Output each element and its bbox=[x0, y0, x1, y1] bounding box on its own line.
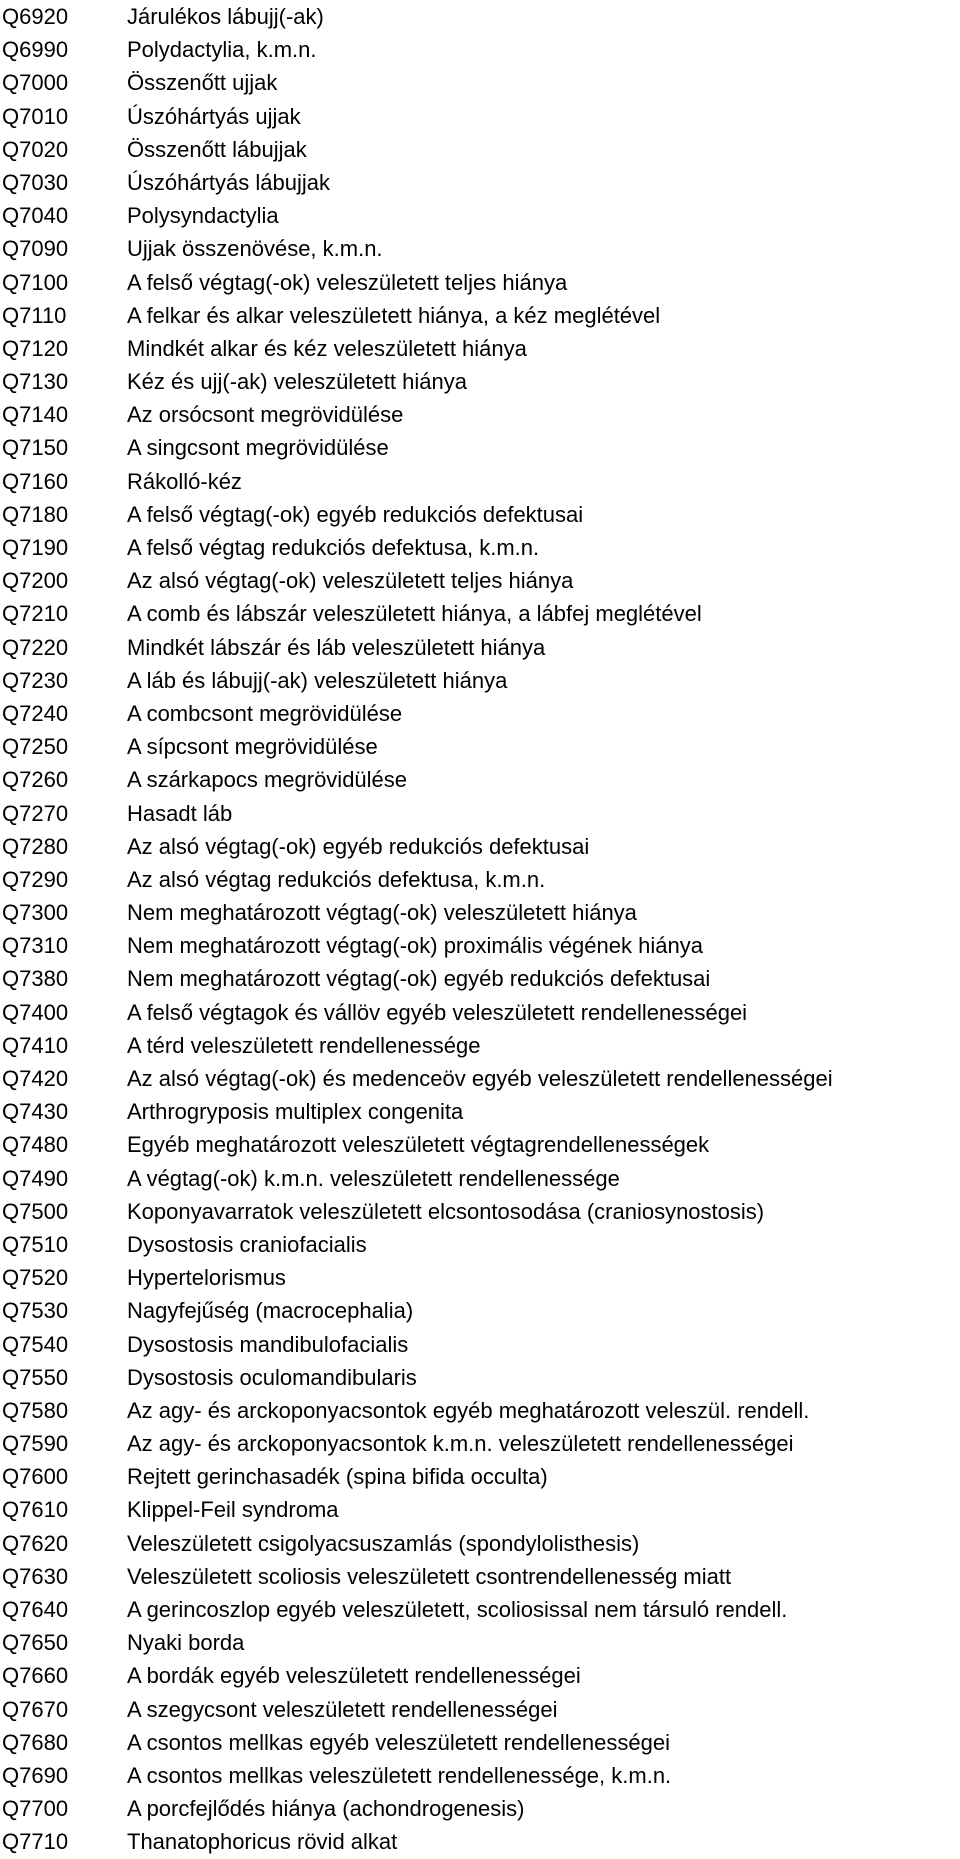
diagnosis-description: Dysostosis mandibulofacialis bbox=[127, 1331, 409, 1357]
diagnosis-description: Dysostosis oculomandibularis bbox=[127, 1364, 417, 1390]
list-item bbox=[0, 1162, 960, 1195]
diagnosis-code: Q7630 bbox=[2, 1563, 69, 1589]
list-item bbox=[0, 697, 960, 730]
list-item bbox=[0, 66, 960, 99]
diagnosis-description: Úszóhártyás ujjak bbox=[127, 103, 301, 129]
diagnosis-description: Mindkét alkar és kéz veleszületett hiánya bbox=[127, 335, 527, 361]
diagnosis-code: Q7400 bbox=[2, 999, 69, 1025]
list-item bbox=[0, 1261, 960, 1294]
diagnosis-code: Q7300 bbox=[2, 900, 69, 926]
diagnosis-code: Q7100 bbox=[2, 269, 69, 295]
diagnosis-code: Q7430 bbox=[2, 1099, 69, 1125]
diagnosis-description: A csontos mellkas egyéb veleszületett rendellenességei bbox=[127, 1729, 670, 1755]
diagnosis-description: Úszóhártyás lábujjak bbox=[127, 169, 330, 195]
diagnosis-code: Q7640 bbox=[2, 1597, 69, 1622]
diagnosis-description: Az alsó végtag(-ok) egyéb redukciós defektusai bbox=[127, 833, 590, 859]
list-item bbox=[0, 0, 960, 33]
diagnosis-code: Q7530 bbox=[2, 1298, 69, 1324]
diagnosis-description: Az orsócsont megrövidülése bbox=[127, 402, 404, 428]
diagnosis-description: Nyaki borda bbox=[127, 1630, 245, 1656]
diagnosis-description: A végtag(-ok) k.m.n. veleszületett rendellenessége bbox=[127, 1165, 620, 1191]
diagnosis-description: Koponyavarratok veleszületett elcsontosodása (craniosynostosis) bbox=[127, 1198, 765, 1224]
diagnosis-code: Q7520 bbox=[2, 1265, 69, 1291]
diagnosis-description: A sípcsont megrövidülése bbox=[127, 734, 378, 760]
diagnosis-description: Az alsó végtag(-ok) és medenceöv egyéb veleszületett rendellenességei bbox=[127, 1066, 833, 1091]
diagnosis-description: A porcfejlődés hiánya (achondrogenesis) bbox=[127, 1796, 525, 1822]
list-item bbox=[0, 1527, 960, 1560]
diagnosis-description: Nem meghatározott végtag(-ok) proximális végének hiánya bbox=[127, 933, 703, 959]
diagnosis-code: Q7700 bbox=[2, 1796, 69, 1822]
list-item bbox=[0, 431, 960, 464]
diagnosis-code: Q7020 bbox=[2, 136, 69, 162]
diagnosis-description: A singcsont megrövidülése bbox=[127, 435, 389, 461]
diagnosis-code: Q7660 bbox=[2, 1663, 69, 1689]
list-item bbox=[0, 465, 960, 498]
diagnosis-description: Összenőtt ujjak bbox=[127, 70, 278, 96]
diagnosis-description: Klippel-Feil syndroma bbox=[127, 1497, 339, 1523]
diagnosis-description: A bordák egyéb veleszületett rendellenességei bbox=[127, 1663, 581, 1689]
diagnosis-description: A felső végtag(-ok) veleszületett teljes hiánya bbox=[127, 269, 568, 295]
diagnosis-code: Q7030 bbox=[2, 169, 69, 195]
list-item bbox=[0, 1128, 960, 1161]
list-item bbox=[0, 166, 960, 199]
list-item bbox=[0, 631, 960, 664]
diagnosis-code: Q6920 bbox=[2, 4, 69, 29]
diagnosis-code: Q7290 bbox=[2, 866, 69, 892]
diagnosis-description: A láb és lábujj(-ak) veleszületett hiánya bbox=[127, 667, 508, 693]
diagnosis-description: Thanatophoricus rövid alkat bbox=[127, 1829, 398, 1855]
list-item bbox=[0, 763, 960, 796]
diagnosis-code: Q7590 bbox=[2, 1431, 69, 1457]
diagnosis-description: Polydactylia, k.m.n. bbox=[127, 37, 317, 63]
list-item bbox=[0, 133, 960, 166]
list-item bbox=[0, 996, 960, 1029]
list-item bbox=[0, 1029, 960, 1062]
diagnosis-code: Q7650 bbox=[2, 1630, 69, 1656]
list-item bbox=[0, 730, 960, 763]
list-item bbox=[0, 1361, 960, 1394]
diagnosis-code: Q7150 bbox=[2, 435, 69, 461]
diagnosis-description: Nem meghatározott végtag(-ok) veleszületett hiánya bbox=[127, 900, 637, 926]
diagnosis-code: Q7500 bbox=[2, 1198, 69, 1224]
diagnosis-description: A felkar és alkar veleszületett hiánya, a kéz meglétével bbox=[127, 302, 661, 328]
list-item bbox=[0, 531, 960, 564]
diagnosis-description: Veleszületett scoliosis veleszületett csontrendellenesség miatt bbox=[127, 1563, 732, 1589]
list-item bbox=[0, 398, 960, 431]
diagnosis-description: Az alsó végtag redukciós defektusa, k.m.n. bbox=[127, 866, 546, 892]
diagnosis-code: Q7250 bbox=[2, 734, 69, 760]
list-item bbox=[0, 929, 960, 962]
diagnosis-description: Rákolló-kéz bbox=[127, 468, 242, 494]
diagnosis-code: Q7680 bbox=[2, 1729, 69, 1755]
diagnosis-code: Q7090 bbox=[2, 236, 69, 262]
diagnosis-description: Rejtett gerinchasadék (spina bifida occulta) bbox=[127, 1464, 548, 1490]
list-item bbox=[0, 1626, 960, 1659]
diagnosis-code: Q7220 bbox=[2, 634, 69, 660]
diagnosis-code: Q7620 bbox=[2, 1530, 69, 1556]
diagnosis-description: Mindkét lábszár és láb veleszületett hiánya bbox=[127, 634, 546, 660]
diagnosis-description: Polysyndactylia bbox=[127, 203, 279, 229]
diagnosis-code: Q7480 bbox=[2, 1132, 69, 1158]
diagnosis-description: A szárkapocs megrövidülése bbox=[127, 767, 408, 793]
list-item bbox=[0, 664, 960, 697]
diagnosis-description: Összenőtt lábujjak bbox=[127, 136, 307, 162]
list-item bbox=[0, 232, 960, 265]
list-item bbox=[0, 1095, 960, 1128]
diagnosis-code: Q7180 bbox=[2, 501, 69, 527]
diagnosis-code: Q7240 bbox=[2, 700, 69, 726]
diagnosis-code: Q7600 bbox=[2, 1464, 69, 1490]
diagnosis-description: A felső végtag(-ok) egyéb redukciós defektusai bbox=[127, 501, 584, 527]
list-item bbox=[0, 1792, 960, 1825]
diagnosis-description: A térd veleszületett rendellenessége bbox=[127, 1032, 481, 1058]
diagnosis-code: Q7000 bbox=[2, 70, 69, 96]
diagnosis-description: Ujjak összenövése, k.m.n. bbox=[127, 236, 383, 262]
diagnosis-code: Q7540 bbox=[2, 1331, 69, 1357]
list-item bbox=[0, 1328, 960, 1361]
diagnosis-code: Q7160 bbox=[2, 468, 69, 494]
diagnosis-code: Q7270 bbox=[2, 800, 69, 826]
diagnosis-code: Q7210 bbox=[2, 601, 69, 627]
diagnosis-description: A felső végtag redukciós defektusa, k.m.n. bbox=[127, 535, 540, 560]
list-item bbox=[0, 1759, 960, 1792]
diagnosis-description: A csontos mellkas veleszületett rendellenessége, k.m.n. bbox=[127, 1762, 672, 1788]
diagnosis-description: Hasadt láb bbox=[127, 800, 233, 826]
list-item bbox=[0, 1560, 960, 1593]
diagnosis-code: Q7610 bbox=[2, 1497, 69, 1523]
diagnosis-description: A felső végtagok és vállöv egyéb veleszületett rendellenességei bbox=[127, 999, 748, 1025]
diagnosis-code: Q7110 bbox=[2, 302, 67, 328]
list-item bbox=[0, 863, 960, 896]
list-item bbox=[0, 797, 960, 830]
list-item bbox=[0, 1659, 960, 1692]
diagnosis-code: Q7260 bbox=[2, 767, 69, 793]
diagnosis-description: Egyéb meghatározott veleszületett végtagrendellenességek bbox=[127, 1132, 710, 1158]
list-item bbox=[0, 564, 960, 597]
list-item bbox=[0, 199, 960, 232]
diagnosis-code: Q7230 bbox=[2, 667, 69, 693]
list-item bbox=[0, 1693, 960, 1726]
diagnosis-description: Az agy- és arckoponyacsontok k.m.n. veleszületett rendellenességei bbox=[127, 1431, 794, 1457]
diagnosis-code: Q7310 bbox=[2, 933, 69, 959]
diagnosis-description: A szegycsont veleszületett rendellenességei bbox=[127, 1696, 558, 1722]
diagnosis-description: Dysostosis craniofacialis bbox=[127, 1231, 367, 1257]
list-item bbox=[0, 299, 960, 332]
diagnosis-code: Q7280 bbox=[2, 833, 69, 859]
diagnosis-description: Nem meghatározott végtag(-ok) egyéb redukciós defektusai bbox=[127, 966, 711, 992]
diagnosis-code: Q7410 bbox=[2, 1032, 69, 1058]
list-item bbox=[0, 1062, 960, 1095]
diagnosis-code: Q7010 bbox=[2, 103, 69, 129]
diagnosis-code: Q7040 bbox=[2, 203, 69, 229]
list-item bbox=[0, 1493, 960, 1526]
diagnosis-code: Q6990 bbox=[2, 37, 69, 63]
diagnosis-description: A comb és lábszár veleszületett hiánya, a lábfej meglétével bbox=[127, 601, 702, 627]
diagnosis-code: Q7140 bbox=[2, 402, 69, 428]
list-item bbox=[0, 962, 960, 995]
list-item bbox=[0, 1294, 960, 1327]
list-item bbox=[0, 1825, 960, 1858]
diagnosis-description: Járulékos lábujj(-ak) bbox=[127, 4, 324, 29]
diagnosis-code: Q7380 bbox=[2, 966, 69, 992]
list-item bbox=[0, 365, 960, 398]
list-item bbox=[0, 498, 960, 531]
list-item bbox=[0, 33, 960, 66]
diagnosis-description: Hypertelorismus bbox=[127, 1265, 286, 1291]
diagnosis-description: A gerincoszlop egyéb veleszületett, scoliosissal nem társuló rendell. bbox=[127, 1597, 788, 1622]
list-item bbox=[0, 332, 960, 365]
diagnosis-code: Q7490 bbox=[2, 1165, 69, 1191]
diagnosis-code: Q7420 bbox=[2, 1066, 69, 1091]
diagnosis-description: Kéz és ujj(-ak) veleszületett hiánya bbox=[127, 369, 467, 395]
diagnosis-description: A combcsont megrövidülése bbox=[127, 700, 403, 726]
diagnosis-description: Arthrogryposis multiplex congenita bbox=[127, 1099, 464, 1125]
diagnosis-code: Q7510 bbox=[2, 1231, 69, 1257]
diagnosis-code: Q7200 bbox=[2, 568, 69, 594]
diagnosis-code: Q7130 bbox=[2, 369, 69, 395]
list-item bbox=[0, 830, 960, 863]
list-item bbox=[0, 100, 960, 133]
diagnosis-description: Nagyfejűség (macrocephalia) bbox=[127, 1298, 414, 1324]
list-item bbox=[0, 1195, 960, 1228]
list-item bbox=[0, 1460, 960, 1493]
diagnosis-description: Az agy- és arckoponyacsontok egyéb meghatározott veleszül. rendell. bbox=[127, 1397, 810, 1423]
list-item bbox=[0, 1593, 960, 1626]
diagnosis-code: Q7580 bbox=[2, 1397, 69, 1423]
diagnosis-code: Q7710 bbox=[2, 1829, 69, 1855]
diagnosis-code: Q7550 bbox=[2, 1364, 69, 1390]
list-item bbox=[0, 1726, 960, 1759]
diagnosis-description: Az alsó végtag(-ok) veleszületett teljes hiánya bbox=[127, 568, 574, 594]
diagnosis-code: Q7190 bbox=[2, 535, 69, 560]
list-item bbox=[0, 1228, 960, 1261]
list-item bbox=[0, 1394, 960, 1427]
diagnosis-code: Q7670 bbox=[2, 1696, 69, 1722]
list-item bbox=[0, 266, 960, 299]
list-item bbox=[0, 896, 960, 929]
diagnosis-code: Q7120 bbox=[2, 335, 69, 361]
list-item bbox=[0, 1427, 960, 1460]
diagnosis-description: Veleszületett csigolyacsuszamlás (spondylolisthesis) bbox=[127, 1530, 640, 1556]
list-item bbox=[0, 597, 960, 630]
diagnosis-code: Q7690 bbox=[2, 1762, 69, 1788]
